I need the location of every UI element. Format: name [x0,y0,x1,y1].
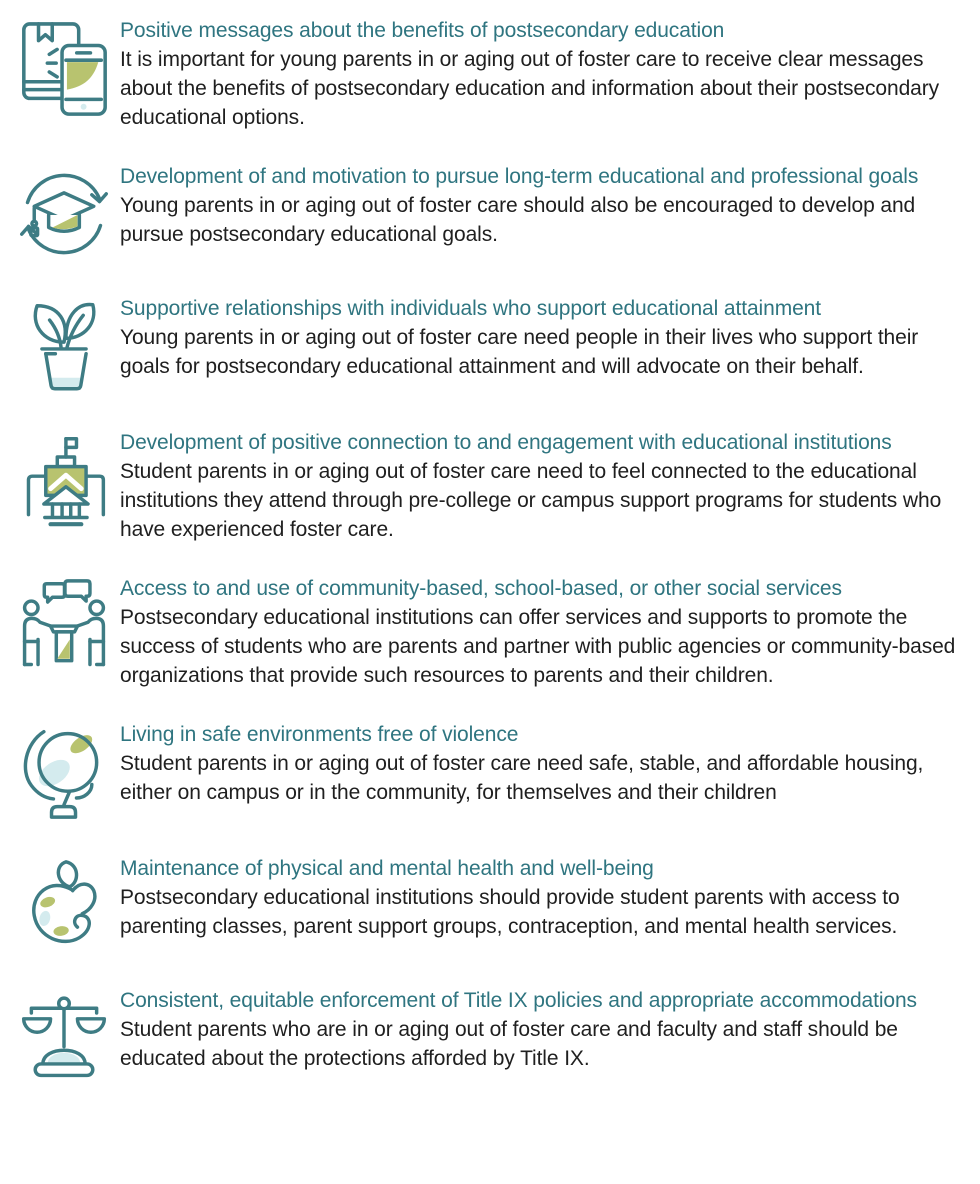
graduation-cap-cycle-icon [8,162,120,264]
item-text [120,574,966,690]
item-heading: Maintenance of physical and mental health and well-being [120,857,654,880]
list-item [8,986,966,1088]
list-item [8,162,966,264]
item-body: Young parents in or aging out of foster care need people in their lives who support their goals for postsecondary educational attainment and will advocate on their behalf. [120,326,919,378]
potted-plant-icon [8,294,120,398]
item-text [120,16,966,132]
item-text [120,294,966,381]
item-text [120,428,966,544]
item-heading: Development of positive connection to and engagement with educational institutions [120,431,892,454]
list-item [8,294,966,398]
list-item [8,854,966,956]
school-building-icon [8,428,120,532]
item-heading: Development of and motivation to pursue long-term educational and professional goals [120,165,919,188]
list-item [8,720,966,824]
item-body: Young parents in or aging out of foster care should also be encouraged to develop and pursue postsecondary educational goals. [120,194,916,246]
item-heading: Consistent, equitable enforcement of Title IX policies and appropriate accommodations [120,989,917,1012]
item-body: Student parents who are in or aging out of foster care and faculty and staff should be educated about the protections afforded by Title IX. [120,1018,898,1070]
item-body: Postsecondary educational institutions can offer services and supports to promote the success of students who are parents and partner with public agencies or community-based organizations that provide such resources to parents and their children. [120,606,956,687]
item-body: It is important for young parents in or aging out of foster care to receive clear messages about the benefits of postsecondary education and information about their postsecondary educational options. [120,48,940,129]
list-item [8,574,966,690]
item-heading: Living in safe environments free of violence [120,723,519,746]
justice-scales-icon [8,986,120,1088]
item-heading: Access to and use of community-based, school-based, or other social services [120,577,842,600]
list-item [8,16,966,132]
item-text [120,162,966,249]
item-body: Student parents in or aging out of foster care need safe, stable, and affordable housing, either on campus or in the community, for themselves and their children [120,752,924,804]
book-and-phone-icon [8,16,120,122]
item-text [120,720,966,807]
list-item [8,428,966,544]
item-heading: Supportive relationships with individuals who support educational attainment [120,297,821,320]
item-body: Postsecondary educational institutions should provide student parents with access to parenting classes, parent support groups, contraception, and mental health services. [120,886,900,938]
apple-icon [8,854,120,956]
people-discussion-icon [8,574,120,680]
item-heading: Positive messages about the benefits of postsecondary education [120,19,725,42]
item-text [120,854,966,941]
item-text [120,986,966,1073]
globe-icon [8,720,120,824]
item-body: Student parents in or aging out of foster care need to feel connected to the educational institutions they attend through pre-college or campus support programs for students who have experienced foster care. [120,460,942,541]
